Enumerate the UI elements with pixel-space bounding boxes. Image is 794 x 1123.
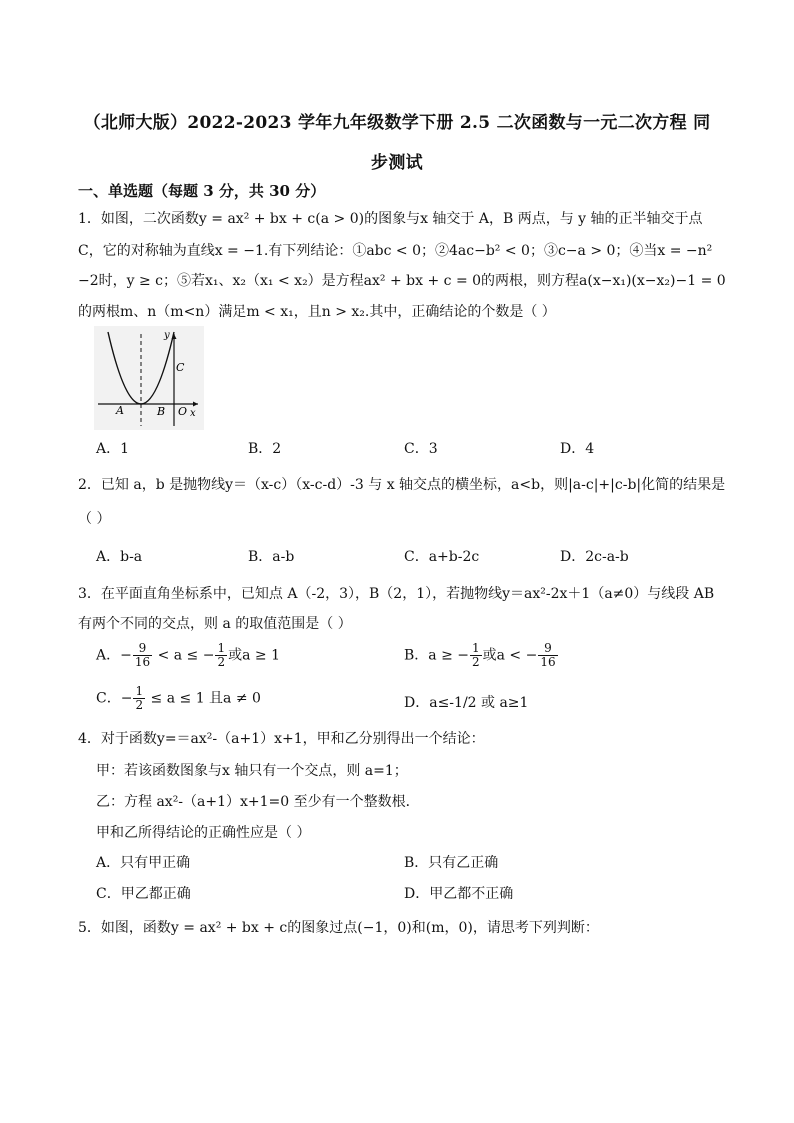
graph-label-o: O	[178, 405, 188, 418]
q3-line1: 3．在平面直角坐标系中，已知点 A（-2，3），B（2，1），若抛物线y＝ax²-2x＋1（a≠0）与线段 AB	[78, 586, 715, 602]
q3-option-b[interactable]: B．a ≥ − $\frac{1}{2}$ 或a < − $\frac{9}{16}$	[404, 641, 556, 669]
fraction: $\frac{9}{16}$	[540, 641, 556, 669]
graph-label-c: C	[176, 361, 185, 374]
document-title-line2: 步测试	[371, 153, 423, 173]
q4-option-a[interactable]: A．只有甲正确	[96, 855, 191, 871]
fraction: $\frac{1}{2}$	[217, 641, 226, 669]
fraction: $\frac{1}{2}$	[135, 684, 144, 712]
q2-line2: （ ）	[78, 511, 111, 527]
q2-option-d[interactable]: D．2c-a-b	[560, 549, 629, 565]
graph-label-b: B	[157, 405, 166, 418]
q4-line2: 甲：若该函数图象与x 轴只有一个交点，则 a=1；	[96, 763, 408, 779]
q1-parabola-graph	[94, 326, 204, 430]
q2-line1: 2．已知 a，b 是抛物线y＝（x-c）（x-c-d）-3 与 x 轴交点的横坐标，a<b，则|a-c|+|c-b|化简的结果是	[78, 477, 726, 493]
q4-option-c[interactable]: C．甲乙都正确	[96, 886, 191, 902]
q5-line1: 5．如图，函数y = ax² + bx + c的图象过点(−1，0)和(m，0)，请思考下列判断：	[78, 920, 599, 936]
q1-line1: 1．如图，二次函数y = ax² + bx + c(a > 0)的图象与x 轴交于 A，B 两点，与 y 轴的正半轴交于点	[78, 211, 703, 227]
q4-line4: 甲和乙所得结论的正确性应是（ ）	[96, 825, 311, 841]
q2-option-c[interactable]: C．a+b-2c	[404, 549, 480, 565]
graph-label-a: A	[116, 404, 124, 417]
q1-option-c[interactable]: C．3	[404, 441, 438, 457]
q1-line2: C，它的对称轴为直线x = −1.有下列结论：①abc < 0；②4ac−b² < 0；③c−a > 0；④当x = −n²	[78, 243, 713, 259]
q3-option-c[interactable]: C．− $\frac{1}{2}$ ≤ a ≤ 1 且a ≠ 0	[96, 684, 261, 712]
q4-line1: 4．对于函数y=＝ax²-（a+1）x+1，甲和乙分别得出一个结论：	[78, 731, 485, 747]
fraction: $\frac{9}{16}$	[134, 641, 151, 669]
fraction: $\frac{1}{2}$	[472, 641, 480, 669]
q1-line3: −2时，y ≥ c；⑤若x₁、x₂（x₁ < x₂）是方程ax² + bx + c = 0的两根，则方程a(x−x₁)(x−x₂)−1 = 0	[78, 273, 726, 289]
section-heading: 一、单选题（每题 3 分，共 30 分）	[78, 182, 326, 200]
q3-option-a[interactable]: A．− $\frac{9}{16}$ < a ≤ − $\frac{1}{2}$ 或a ≥ 1	[96, 641, 280, 669]
graph-label-x: x	[190, 408, 196, 419]
q2-option-a[interactable]: A．b-a	[96, 549, 143, 565]
q1-option-d[interactable]: D．4	[560, 441, 595, 457]
q1-line4: 的两根m、n（m<n）满足m < x₁，且n > x₂.其中，正确结论的个数是（ ）	[78, 304, 556, 320]
q4-option-d[interactable]: D．甲乙都不正确	[404, 886, 514, 902]
q4-option-b[interactable]: B．只有乙正确	[404, 855, 499, 871]
q1-option-a[interactable]: A．1	[96, 441, 130, 457]
q2-option-b[interactable]: B．a-b	[248, 549, 295, 565]
q3-line2: 有两个不同的交点，则 a 的取值范围是（ ）	[78, 616, 352, 632]
q3-option-d[interactable]: D．a≤-1/2 或 a≥1	[404, 695, 529, 711]
graph-label-y: y	[164, 330, 170, 341]
document-title-line1: （北师大版）2022-2023 学年九年级数学下册 2.5 二次函数与一元二次方程 同	[83, 113, 711, 133]
q1-option-b[interactable]: B．2	[248, 441, 282, 457]
q4-line3: 乙：方程 ax²-（a+1）x+1=0 至少有一个整数根．	[96, 794, 420, 810]
